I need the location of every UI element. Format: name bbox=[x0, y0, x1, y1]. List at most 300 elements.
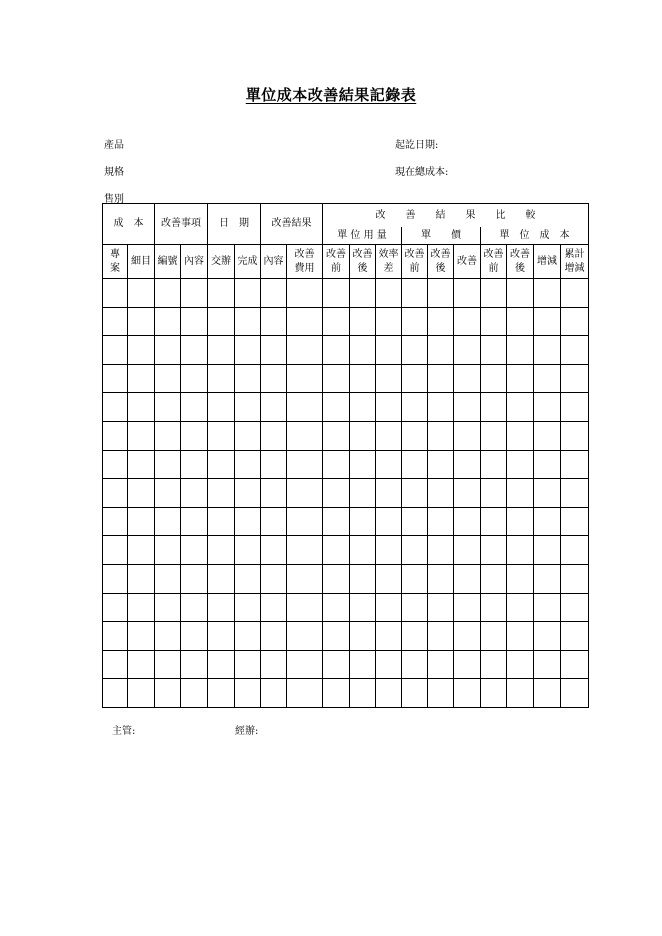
table-cell[interactable] bbox=[534, 307, 561, 336]
table-cell[interactable] bbox=[350, 450, 376, 479]
table-cell[interactable] bbox=[208, 564, 235, 593]
table-cell[interactable] bbox=[208, 650, 235, 679]
table-cell[interactable] bbox=[481, 307, 507, 336]
date-range-label: 起訖日期: bbox=[395, 140, 439, 151]
table-cell[interactable] bbox=[103, 307, 128, 336]
table-cell[interactable] bbox=[534, 279, 561, 308]
table-cell[interactable] bbox=[235, 421, 261, 450]
table-cell[interactable] bbox=[561, 479, 589, 508]
table-cell[interactable] bbox=[103, 679, 128, 708]
table-cell[interactable] bbox=[534, 364, 561, 393]
table-cell[interactable] bbox=[181, 450, 208, 479]
table-cell[interactable] bbox=[376, 307, 402, 336]
table-cell[interactable] bbox=[534, 393, 561, 422]
table-cell[interactable] bbox=[454, 593, 481, 622]
table-cell[interactable] bbox=[155, 479, 181, 508]
table-cell[interactable] bbox=[235, 450, 261, 479]
table-cell[interactable] bbox=[428, 450, 454, 479]
current-cost-label: 現在總成本: bbox=[395, 167, 449, 178]
table-cell[interactable] bbox=[454, 536, 481, 565]
table-cell[interactable] bbox=[481, 393, 507, 422]
table-cell[interactable] bbox=[481, 479, 507, 508]
table-cell[interactable] bbox=[534, 479, 561, 508]
table-cell[interactable] bbox=[376, 393, 402, 422]
table-cell[interactable] bbox=[208, 336, 235, 365]
table-cell[interactable] bbox=[103, 622, 128, 651]
table-cell[interactable] bbox=[376, 421, 402, 450]
table-cell[interactable] bbox=[534, 536, 561, 565]
table-cell[interactable] bbox=[155, 450, 181, 479]
table-cell[interactable] bbox=[128, 564, 155, 593]
table-cell[interactable] bbox=[208, 421, 235, 450]
table-cell[interactable] bbox=[103, 536, 128, 565]
table-cell[interactable] bbox=[454, 393, 481, 422]
table-cell[interactable] bbox=[261, 479, 287, 508]
table-cell[interactable] bbox=[428, 279, 454, 308]
table-cell[interactable] bbox=[261, 536, 287, 565]
subheader-number: 編號 bbox=[155, 245, 181, 279]
table-row bbox=[103, 479, 589, 508]
table-cell[interactable] bbox=[287, 421, 323, 450]
table-cell[interactable] bbox=[261, 593, 287, 622]
table-cell[interactable] bbox=[350, 364, 376, 393]
table-cell[interactable] bbox=[323, 364, 350, 393]
table-cell[interactable] bbox=[323, 393, 350, 422]
table-cell[interactable] bbox=[323, 622, 350, 651]
table-cell[interactable] bbox=[454, 450, 481, 479]
table-cell[interactable] bbox=[350, 307, 376, 336]
table-cell[interactable] bbox=[235, 536, 261, 565]
header-cost: 成 本 bbox=[103, 204, 155, 245]
table-cell[interactable] bbox=[454, 479, 481, 508]
table-cell[interactable] bbox=[481, 536, 507, 565]
table-cell[interactable] bbox=[103, 393, 128, 422]
table-row bbox=[103, 679, 589, 708]
table-cell[interactable] bbox=[350, 279, 376, 308]
table-cell[interactable] bbox=[261, 307, 287, 336]
table-cell[interactable] bbox=[428, 622, 454, 651]
table-cell[interactable] bbox=[235, 564, 261, 593]
table-cell[interactable] bbox=[507, 679, 534, 708]
table-cell[interactable] bbox=[287, 564, 323, 593]
table-cell[interactable] bbox=[454, 336, 481, 365]
table-cell[interactable] bbox=[287, 364, 323, 393]
table-cell[interactable] bbox=[287, 622, 323, 651]
table-cell[interactable] bbox=[155, 364, 181, 393]
table-cell[interactable] bbox=[507, 364, 534, 393]
table-cell[interactable] bbox=[128, 421, 155, 450]
table-cell[interactable] bbox=[534, 450, 561, 479]
table-cell[interactable] bbox=[481, 679, 507, 708]
table-cell[interactable] bbox=[402, 393, 428, 422]
table-cell[interactable] bbox=[208, 450, 235, 479]
table-cell[interactable] bbox=[128, 507, 155, 536]
table-cell[interactable] bbox=[402, 336, 428, 365]
table-cell[interactable] bbox=[235, 507, 261, 536]
table-cell[interactable] bbox=[350, 536, 376, 565]
table-cell[interactable] bbox=[481, 364, 507, 393]
table-cell[interactable] bbox=[323, 536, 350, 565]
table-cell[interactable] bbox=[155, 622, 181, 651]
table-cell[interactable] bbox=[235, 679, 261, 708]
header-date: 日 期 bbox=[208, 204, 261, 245]
table-cell[interactable] bbox=[454, 507, 481, 536]
table-cell[interactable] bbox=[103, 593, 128, 622]
table-cell[interactable] bbox=[323, 307, 350, 336]
table-cell[interactable] bbox=[481, 564, 507, 593]
table-cell[interactable] bbox=[534, 593, 561, 622]
table-cell[interactable] bbox=[350, 564, 376, 593]
table-cell[interactable] bbox=[534, 336, 561, 365]
table-cell[interactable] bbox=[534, 507, 561, 536]
table-cell[interactable] bbox=[261, 507, 287, 536]
table-cell[interactable] bbox=[376, 564, 402, 593]
table-cell[interactable] bbox=[155, 593, 181, 622]
table-cell[interactable] bbox=[561, 564, 589, 593]
table-cell[interactable] bbox=[481, 450, 507, 479]
table-row bbox=[103, 593, 589, 622]
table-cell[interactable] bbox=[208, 364, 235, 393]
table-cell[interactable] bbox=[428, 336, 454, 365]
table-cell[interactable] bbox=[235, 393, 261, 422]
table-cell[interactable] bbox=[507, 536, 534, 565]
table-cell[interactable] bbox=[155, 421, 181, 450]
table-cell[interactable] bbox=[481, 650, 507, 679]
table-cell[interactable] bbox=[428, 507, 454, 536]
table-cell[interactable] bbox=[323, 450, 350, 479]
table-cell[interactable] bbox=[181, 421, 208, 450]
product-label: 產品 bbox=[104, 140, 124, 151]
table-cell[interactable] bbox=[402, 279, 428, 308]
table-cell[interactable] bbox=[561, 279, 589, 308]
table-cell[interactable] bbox=[128, 364, 155, 393]
table-cell[interactable] bbox=[181, 336, 208, 365]
table-cell[interactable] bbox=[155, 393, 181, 422]
table-cell[interactable] bbox=[481, 593, 507, 622]
table-cell[interactable] bbox=[561, 307, 589, 336]
table-cell[interactable] bbox=[261, 679, 287, 708]
table-cell[interactable] bbox=[155, 307, 181, 336]
table-cell[interactable] bbox=[507, 622, 534, 651]
table-cell[interactable] bbox=[428, 536, 454, 565]
table-cell[interactable] bbox=[208, 679, 235, 708]
table-cell[interactable] bbox=[534, 650, 561, 679]
table-cell[interactable] bbox=[507, 393, 534, 422]
table-cell[interactable] bbox=[561, 421, 589, 450]
table-cell[interactable] bbox=[261, 421, 287, 450]
table-cell[interactable] bbox=[376, 650, 402, 679]
table-cell[interactable] bbox=[428, 393, 454, 422]
table-row bbox=[103, 279, 589, 308]
table-cell[interactable] bbox=[235, 622, 261, 651]
table-cell[interactable] bbox=[208, 393, 235, 422]
table-cell[interactable] bbox=[128, 593, 155, 622]
table-cell[interactable] bbox=[287, 279, 323, 308]
table-cell[interactable] bbox=[402, 650, 428, 679]
table-cell[interactable] bbox=[481, 421, 507, 450]
table-cell[interactable] bbox=[376, 279, 402, 308]
table-cell[interactable] bbox=[181, 679, 208, 708]
table-cell[interactable] bbox=[376, 479, 402, 508]
table-cell[interactable] bbox=[323, 336, 350, 365]
table-row bbox=[103, 364, 589, 393]
table-cell[interactable] bbox=[261, 564, 287, 593]
subheader-price-improve: 改善 bbox=[454, 245, 481, 279]
table-cell[interactable] bbox=[128, 650, 155, 679]
table-cell[interactable] bbox=[481, 622, 507, 651]
table-cell[interactable] bbox=[376, 364, 402, 393]
table-cell[interactable] bbox=[428, 564, 454, 593]
table-cell[interactable] bbox=[561, 450, 589, 479]
table-cell[interactable] bbox=[181, 593, 208, 622]
table-cell[interactable] bbox=[561, 593, 589, 622]
subheader-price-before: 改善 前 bbox=[402, 245, 428, 279]
table-cell[interactable] bbox=[428, 421, 454, 450]
header-unit-price: 單 價 bbox=[402, 227, 481, 245]
table-cell[interactable] bbox=[128, 307, 155, 336]
table-cell[interactable] bbox=[208, 479, 235, 508]
table-cell[interactable] bbox=[323, 479, 350, 508]
table-cell[interactable] bbox=[507, 279, 534, 308]
table-cell[interactable] bbox=[454, 622, 481, 651]
table-cell[interactable] bbox=[155, 336, 181, 365]
table-cell[interactable] bbox=[350, 336, 376, 365]
table-cell[interactable] bbox=[103, 650, 128, 679]
table-cell[interactable] bbox=[376, 507, 402, 536]
table-cell[interactable] bbox=[287, 479, 323, 508]
table-cell[interactable] bbox=[350, 479, 376, 508]
table-cell[interactable] bbox=[155, 279, 181, 308]
subheader-complete: 完成 bbox=[235, 245, 261, 279]
table-cell[interactable] bbox=[103, 364, 128, 393]
table-cell[interactable] bbox=[261, 393, 287, 422]
table-cell[interactable] bbox=[287, 536, 323, 565]
page-title: 單位成本改善結果記錄表 bbox=[245, 86, 417, 104]
table-cell[interactable] bbox=[402, 622, 428, 651]
table-cell[interactable] bbox=[428, 679, 454, 708]
table-row bbox=[103, 536, 589, 565]
table-cell[interactable] bbox=[454, 279, 481, 308]
table-cell[interactable] bbox=[350, 421, 376, 450]
table-cell[interactable] bbox=[287, 393, 323, 422]
table-cell[interactable] bbox=[208, 279, 235, 308]
table-cell[interactable] bbox=[103, 564, 128, 593]
table-cell[interactable] bbox=[181, 364, 208, 393]
table-cell[interactable] bbox=[454, 564, 481, 593]
table-cell[interactable] bbox=[181, 307, 208, 336]
table-cell[interactable] bbox=[350, 679, 376, 708]
table-cell[interactable] bbox=[561, 336, 589, 365]
header-unit-cost: 單 位 成 本 bbox=[481, 227, 589, 245]
table-cell[interactable] bbox=[561, 622, 589, 651]
table-cell[interactable] bbox=[261, 622, 287, 651]
table-cell[interactable] bbox=[235, 364, 261, 393]
table-cell[interactable] bbox=[428, 593, 454, 622]
table-cell[interactable] bbox=[376, 593, 402, 622]
table-cell[interactable] bbox=[402, 564, 428, 593]
table-cell[interactable] bbox=[155, 650, 181, 679]
table-cell[interactable] bbox=[402, 421, 428, 450]
table-cell[interactable] bbox=[428, 364, 454, 393]
table-cell[interactable] bbox=[507, 421, 534, 450]
table-cell[interactable] bbox=[402, 479, 428, 508]
table-cell[interactable] bbox=[261, 336, 287, 365]
table-cell[interactable] bbox=[235, 336, 261, 365]
table-cell[interactable] bbox=[561, 536, 589, 565]
table-cell[interactable] bbox=[128, 536, 155, 565]
table-cell[interactable] bbox=[534, 421, 561, 450]
table-cell[interactable] bbox=[507, 650, 534, 679]
table-cell[interactable] bbox=[376, 450, 402, 479]
table-cell[interactable] bbox=[235, 479, 261, 508]
table-cell[interactable] bbox=[481, 336, 507, 365]
table-cell[interactable] bbox=[181, 622, 208, 651]
table-cell[interactable] bbox=[208, 307, 235, 336]
table-cell[interactable] bbox=[287, 650, 323, 679]
table-cell[interactable] bbox=[103, 507, 128, 536]
table-cell[interactable] bbox=[561, 679, 589, 708]
table-cell[interactable] bbox=[376, 622, 402, 651]
table-cell[interactable] bbox=[323, 564, 350, 593]
table-cell[interactable] bbox=[481, 507, 507, 536]
table-cell[interactable] bbox=[481, 279, 507, 308]
table-cell[interactable] bbox=[350, 622, 376, 651]
table-cell[interactable] bbox=[235, 307, 261, 336]
table-cell[interactable] bbox=[323, 421, 350, 450]
table-cell[interactable] bbox=[428, 479, 454, 508]
table-row bbox=[103, 622, 589, 651]
table-cell[interactable] bbox=[103, 279, 128, 308]
table-cell[interactable] bbox=[507, 507, 534, 536]
table-cell[interactable] bbox=[208, 536, 235, 565]
table-cell[interactable] bbox=[428, 650, 454, 679]
table-cell[interactable] bbox=[103, 421, 128, 450]
table-cell[interactable] bbox=[235, 650, 261, 679]
table-cell[interactable] bbox=[323, 593, 350, 622]
table-cell[interactable] bbox=[155, 507, 181, 536]
subheader-usage-after: 改善 後 bbox=[350, 245, 376, 279]
table-cell[interactable] bbox=[261, 450, 287, 479]
table-cell[interactable] bbox=[350, 593, 376, 622]
table-cell[interactable] bbox=[507, 450, 534, 479]
table-cell[interactable] bbox=[181, 507, 208, 536]
table-cell[interactable] bbox=[208, 507, 235, 536]
table-cell[interactable] bbox=[402, 450, 428, 479]
table-cell[interactable] bbox=[261, 650, 287, 679]
spec-label: 規格 bbox=[104, 167, 124, 178]
table-cell[interactable] bbox=[507, 307, 534, 336]
table-cell[interactable] bbox=[402, 679, 428, 708]
header-result: 改善結果 bbox=[261, 204, 323, 245]
table-cell[interactable] bbox=[534, 679, 561, 708]
table-cell[interactable] bbox=[428, 307, 454, 336]
table-cell[interactable] bbox=[181, 650, 208, 679]
table-cell[interactable] bbox=[287, 450, 323, 479]
table-cell[interactable] bbox=[376, 536, 402, 565]
table-cell[interactable] bbox=[402, 364, 428, 393]
table-cell[interactable] bbox=[376, 679, 402, 708]
table-cell[interactable] bbox=[181, 279, 208, 308]
table-cell[interactable] bbox=[402, 507, 428, 536]
table-cell[interactable] bbox=[561, 364, 589, 393]
table-cell[interactable] bbox=[287, 307, 323, 336]
table-cell[interactable] bbox=[454, 650, 481, 679]
table-cell[interactable] bbox=[454, 421, 481, 450]
table-cell[interactable] bbox=[261, 364, 287, 393]
table-cell[interactable] bbox=[103, 336, 128, 365]
subheader-content: 內容 bbox=[181, 245, 208, 279]
table-cell[interactable] bbox=[323, 279, 350, 308]
table-cell[interactable] bbox=[155, 679, 181, 708]
subheader-price-after: 改善 後 bbox=[428, 245, 454, 279]
table-cell[interactable] bbox=[507, 593, 534, 622]
table-cell[interactable] bbox=[402, 307, 428, 336]
table-cell[interactable] bbox=[507, 564, 534, 593]
table-cell[interactable] bbox=[287, 336, 323, 365]
table-cell[interactable] bbox=[454, 307, 481, 336]
table-cell[interactable] bbox=[323, 650, 350, 679]
table-cell[interactable] bbox=[128, 450, 155, 479]
table-cell[interactable] bbox=[350, 393, 376, 422]
table-cell[interactable] bbox=[235, 593, 261, 622]
table-cell[interactable] bbox=[350, 507, 376, 536]
table-cell[interactable] bbox=[376, 336, 402, 365]
table-cell[interactable] bbox=[261, 279, 287, 308]
table-cell[interactable] bbox=[208, 622, 235, 651]
table-cell[interactable] bbox=[128, 393, 155, 422]
table-cell[interactable] bbox=[534, 622, 561, 651]
table-row bbox=[103, 336, 589, 365]
table-cell[interactable] bbox=[181, 564, 208, 593]
table-cell[interactable] bbox=[507, 479, 534, 508]
table-cell[interactable] bbox=[287, 593, 323, 622]
table-cell[interactable] bbox=[235, 279, 261, 308]
table-cell[interactable] bbox=[208, 593, 235, 622]
header-compare: 改 善 結 果 比 較 bbox=[323, 204, 589, 228]
table-cell[interactable] bbox=[128, 279, 155, 308]
table-cell[interactable] bbox=[561, 507, 589, 536]
table-cell[interactable] bbox=[402, 593, 428, 622]
table-cell[interactable] bbox=[155, 564, 181, 593]
table-cell[interactable] bbox=[181, 393, 208, 422]
table-cell[interactable] bbox=[128, 679, 155, 708]
table-cell[interactable] bbox=[155, 536, 181, 565]
table-row bbox=[103, 450, 589, 479]
table-cell[interactable] bbox=[103, 479, 128, 508]
header-unit-usage: 單 位 用 量 bbox=[323, 227, 402, 245]
table-cell[interactable] bbox=[323, 679, 350, 708]
table-cell[interactable] bbox=[454, 364, 481, 393]
table-cell[interactable] bbox=[287, 507, 323, 536]
table-cell[interactable] bbox=[454, 679, 481, 708]
table-cell[interactable] bbox=[534, 564, 561, 593]
subheader-usage-before: 改善 前 bbox=[323, 245, 350, 279]
table-cell[interactable] bbox=[561, 650, 589, 679]
table-cell[interactable] bbox=[350, 650, 376, 679]
table-cell[interactable] bbox=[128, 336, 155, 365]
table-cell[interactable] bbox=[128, 622, 155, 651]
table-cell[interactable] bbox=[128, 479, 155, 508]
table-cell[interactable] bbox=[103, 450, 128, 479]
table-cell[interactable] bbox=[561, 393, 589, 422]
subheader-cost-fee: 改善 費用 bbox=[287, 245, 323, 279]
table-cell[interactable] bbox=[323, 507, 350, 536]
table-cell[interactable] bbox=[287, 679, 323, 708]
table-cell[interactable] bbox=[402, 536, 428, 565]
table-cell[interactable] bbox=[181, 536, 208, 565]
table-cell[interactable] bbox=[507, 336, 534, 365]
table-cell[interactable] bbox=[181, 479, 208, 508]
